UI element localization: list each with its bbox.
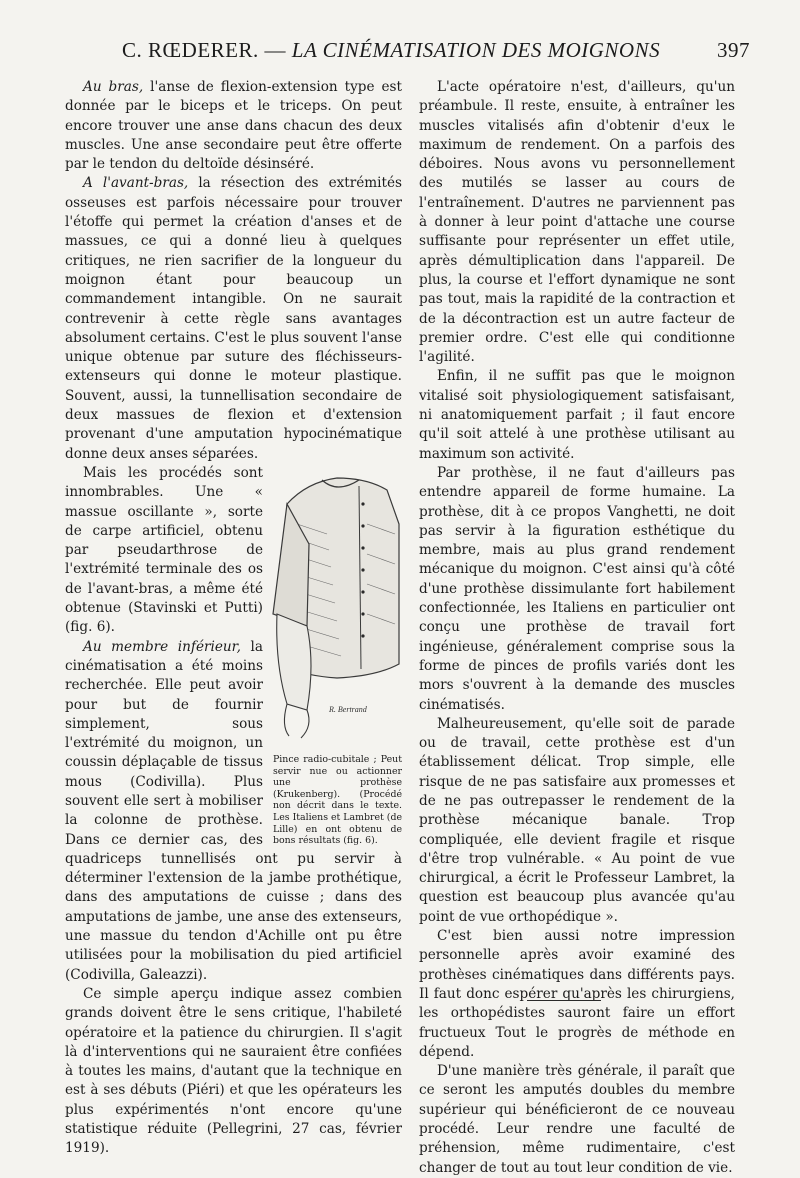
paragraph-procedes: Mais les procédés sont innombrables. Une « massue oscillante », sorte de carpe artificiel, obtenu par pseudarthrose de l'extrémité terminale des os de l'avant-bras, a même été obtenue (Stavinski et Putti) (fig. 6). [65, 464, 263, 636]
lead-avant-bras: A l'avant-bras, [83, 175, 189, 192]
header-title-line [122, 38, 660, 63]
artist-signature: R. Bertrand [329, 704, 367, 714]
header-article-title: LA CINÉMATISATION DES MOIGNONS [291, 38, 661, 62]
paragraph-par-prothese: Par prothèse, il ne faut d'ailleurs pas entendre appareil de forme humaine. La prothèse, dit à ce propos Vanghetti, ne doit pas servir à la figuration esthétique du membre, mais au plus grand rendement mécanique du moignon. C'est ainsi qu'à côté d'une prothèse dissimulante fort habilement confectionnée, les Italiens en particulier ont conçu une prothèse de travail fort ingénieuse, généralement comprise sous la forme de pinces de profils variés dont les mors s'ouvrent à la demande des muscles cinématisés. [419, 464, 735, 713]
running-header [60, 38, 750, 66]
lead-membre-inferieur: Au membre inférieur, [83, 638, 241, 655]
lead-bras: Au bras, [83, 79, 144, 95]
text-membre-inferieur: la cinématisation a été moins recherchée. Elle peut avoir pour but de fournir simplement, sous l'extrémité du moignon, un coussin déplaçable de tissus mous (Codivilla). Plus souvent elle sert à mobiliser la colonne de prothèse. Dans ce dernier cas, des quadriceps tunnellisés ont pu servir à déterminer l'extension de la jambe prothétique, dans des amputations de cuisse ; dans des amputations de jambe, une anse des extenseurs, une massue du tendon d'Achille ont pu être utilisées pour la mobilisation du pied artificiel (Codivilla, Galeazzi). [65, 638, 402, 983]
text-avant-bras: la résection des extrémités osseuses est parfois nécessaire pour trouver l'étoffe qui permet la création d'anses et de massues, ce qui a donné lieu à quelques critiques, ne rien sacrifier de la longueur du moignon étant pour beaucoup un commandement intangible. On ne saurait contrevenir à cette règle sans avantages absolument certains. C'est le plus souvent l'anse unique obtenue par suture des fléchisseurs-extenseurs qui donne le moteur plastique. Souvent, aussi, la tunnellisation secondaire de deux massues de flexion et d'extension provenant d'une amputation hypocinématique donne deux anses séparées. [65, 175, 403, 462]
left-column [65, 78, 402, 1159]
figure-6 [267, 464, 402, 847]
paragraph-acte-operatoire: L'acte opératoire n'est, d'ailleurs, qu'un préambule. Il reste, ensuite, à entraîner les muscles vitalisés afin d'obtenir d'eux le maximum de rendement. On a parfois des déboires. Nous avons vu personnellement des mutilés se lasser au cours de l'entraînement. D'autres ne parviennent pas à donner à leur point d'attache une course suffisante pour représenter un effet utile, après démultiplication dans l'appareil. De plus, la course et l'effort dynamique ne sont pas tout, mais la rapidité de la contraction et de la décontraction est un autre facteur de premier ordre. C'est elle qui conditionne l'agilité. [419, 79, 735, 366]
figure-caption: Pince radio-cubitale ; Peut servir nue ou actionner une prothèse (Krukenberg). (Procédé non décrit dans le texte. Les Italiens et Lambret (de Lille) en ont obtenu de bons résultats (fig. 6). [273, 753, 402, 847]
text-bras: l'anse de flexion-extension type est donnée par le biceps et le triceps. On peut encore trouver une anse dans chacun des deux muscles. Une anse secondaire peut être offerte par le tendon du deltoïde désinséré. [65, 79, 402, 173]
paragraph-bras [65, 78, 402, 174]
paragraph-avant-bras [65, 174, 402, 463]
header-dash: — [264, 38, 287, 62]
arm-prosthesis-illustration [267, 464, 402, 752]
paragraph-enfin: Enfin, il ne suffit pas que le moignon vitalisé soit physiologiquement satisfaisant, ni anatomiquement parfait ; il faut encore qu'il soit attelé à une prothèse utilisant au maximum son activité. [419, 368, 735, 462]
right-column [419, 78, 735, 1178]
paragraph-malheureusement: Malheureusement, qu'elle soit de parade ou de travail, cette prothèse est d'un établissement délicat. Trop simple, elle risque de ne pas satisfaire aux promesses et de ne pas outrepasser le rendement de la prothèse mécanique banale. Trop compliquée, elle devient fragile et risque d'être trop vulnérable. « Au point de vue chirurgical, a écrit le Professeur Lambret, la question est beaucoup plus avancée qu'au point de vue orthopédique ». [419, 715, 735, 925]
page-number: 397 [717, 38, 750, 62]
paragraph-conclusion: D'une manière très générale, il paraît que ce seront les amputés doubles du membre supérieur qui bénéficieront de ce nouveau procédé. Leur rendre une faculté de préhension, même rudimentaire, c'est changer de tout au tout leur condition de vie. [419, 1063, 735, 1176]
header-author: C. RŒDERER. [122, 38, 259, 62]
paragraph-impression: C'est bien aussi notre impression personnelle après avoir examiné des prothèses cinématiques dans différents pays. Il faut donc espérer qu'après les chirurgiens, les orthopédistes sauront faire un effort fructueux Tout le progrès de méthode en dépend. [419, 928, 735, 1060]
paragraph-apercu: Ce simple aperçu indique assez combien grands doivent être le sens critique, l'habileté opératoire et la patience du chirurgien. Il s'agit là d'interventions qui ne sauraient être confiées à toutes les mains, d'autant que la technique en est à ses débuts (Piéri) et que les opérateurs les plus expérimentés n'ont encore qu'une statistique réduite (Pellegrini, 27 cas, février 1919). [65, 985, 402, 1157]
end-of-article-rule [527, 1000, 601, 1001]
